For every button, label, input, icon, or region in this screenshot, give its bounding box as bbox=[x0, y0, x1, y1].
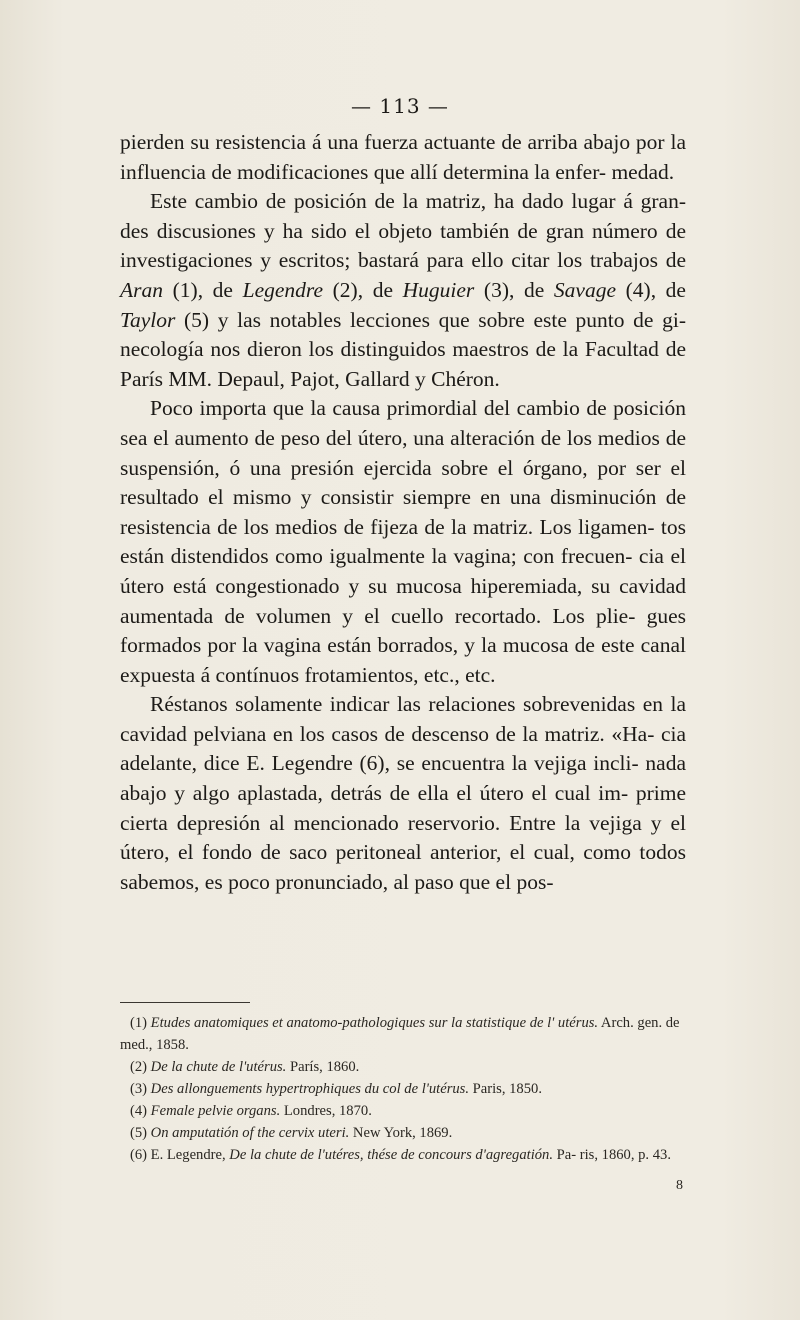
footnote-4-number: (4) bbox=[130, 1103, 151, 1119]
p2-text-c: (2), de bbox=[323, 277, 403, 302]
footnote-1 bbox=[120, 1012, 686, 1056]
p2-text-a: Este cambio de posición de la matriz, ha dado lugar á gran- des discusiones y ha sido el objeto también de gran número de investigaciones y escritos; bastará para ello citar los trabajos de bbox=[120, 189, 686, 273]
author-huguier: Huguier bbox=[402, 277, 475, 302]
paragraph-2 bbox=[120, 187, 686, 394]
footnote-5-title: On amputatión of the cervix uteri. bbox=[150, 1125, 350, 1141]
footnote-6 bbox=[120, 1144, 686, 1166]
footnote-3-title: Des allonguements hypertrophiques du col de l'utérus. bbox=[150, 1081, 469, 1097]
paragraph-4: Réstanos solamente indicar las relaciones sobrevenidas en la cavidad pelviana en los casos de descenso de la matriz. «Ha- cia adelante, dice E. Legendre (6), se encuentra la vejiga incli- nada abajo y algo aplastada, detrás de ella el útero el cual im- prime cierta depresión al mencionado reservorio. Entre la vejiga y el útero, el fondo de saco peritoneal anterior, el cual, como todos sabemos, es poco pronunciado, al paso que el pos- bbox=[120, 692, 686, 894]
footnote-2-number: (2) bbox=[130, 1059, 151, 1075]
footnote-1-number: (1) bbox=[130, 1015, 151, 1031]
p2-text-b: (1), de bbox=[163, 277, 243, 302]
footnote-1-title: Etudes anatomiques et anatomo-pathologiques sur la statistique de l' utérus. bbox=[150, 1015, 599, 1031]
paragraph-3: Poco importa que la causa primordial del cambio de posición sea el aumento de peso del útero, una alteración de los medios de suspensión, ó una presión ejercida sobre el órgano, por ser el resultado el mismo y consistir siempre en una disminución de resistencia de los medios de fijeza de la matriz. Los ligamen- tos están distendidos como igualmente la vagina; con frecuen- cia el útero está congestionado y su mucosa hiperemiada, su cavidad aumentada de volumen y el cuello recortado. Los plie- gues formados por la vagina están borrados, y la mucosa de este canal expuesta á contínuos frotamientos, etc., etc. bbox=[120, 396, 686, 687]
footnote-6-author: E. Legendre, bbox=[150, 1147, 230, 1163]
footnote-5-number: (5) bbox=[130, 1125, 151, 1141]
footnote-divider bbox=[120, 1002, 250, 1003]
footnote-3-source: Paris, 1850. bbox=[469, 1081, 542, 1097]
footnote-4 bbox=[120, 1100, 686, 1122]
footnote-1-source: Arch. gen. de med., 1858. bbox=[120, 1015, 680, 1053]
footnote-3-number: (3) bbox=[130, 1081, 151, 1097]
p2-text-e: (4), de bbox=[616, 277, 686, 302]
author-legendre: Legendre bbox=[242, 277, 324, 302]
footnotes bbox=[120, 1012, 686, 1166]
footnote-2-title: De la chute de l'utérus. bbox=[150, 1059, 287, 1075]
page-number: — 113 — bbox=[351, 94, 449, 118]
footnote-2 bbox=[120, 1056, 686, 1078]
footnote-6-title: De la chute de l'utéres, thése de concours d'agregatión. bbox=[229, 1147, 553, 1163]
p2-text-d: (3), de bbox=[474, 277, 554, 302]
author-taylor: Taylor bbox=[120, 307, 176, 332]
footnote-2-source: París, 1860. bbox=[286, 1059, 360, 1075]
footnote-4-source: Londres, 1870. bbox=[280, 1103, 372, 1119]
p2-text-f: (5) y las notables lecciones que sobre este punto de gi- necología nos dieron los distinguidos maestros de la Facultad de París MM. Depaul, Pajot, Gallard y Chéron. bbox=[120, 307, 686, 391]
paragraph-1: pierden su resistencia á una fuerza actuante de arriba abajo por la influencia de modificaciones que allí determina la enfer- medad. bbox=[120, 130, 686, 184]
footnote-3 bbox=[120, 1078, 686, 1100]
author-savage: Savage bbox=[553, 277, 616, 302]
footnote-6-number: (6) bbox=[130, 1147, 151, 1163]
author-aran: Aran bbox=[120, 277, 163, 302]
footnote-6-source: Pa- ris, 1860, p. 43. bbox=[553, 1147, 671, 1163]
footnote-4-title: Female pelvie organs. bbox=[150, 1103, 281, 1119]
signature-mark: 8 bbox=[676, 1178, 683, 1193]
main-text bbox=[120, 128, 686, 897]
footnote-5 bbox=[120, 1122, 686, 1144]
footnote-5-source: New York, 1869. bbox=[349, 1125, 453, 1141]
